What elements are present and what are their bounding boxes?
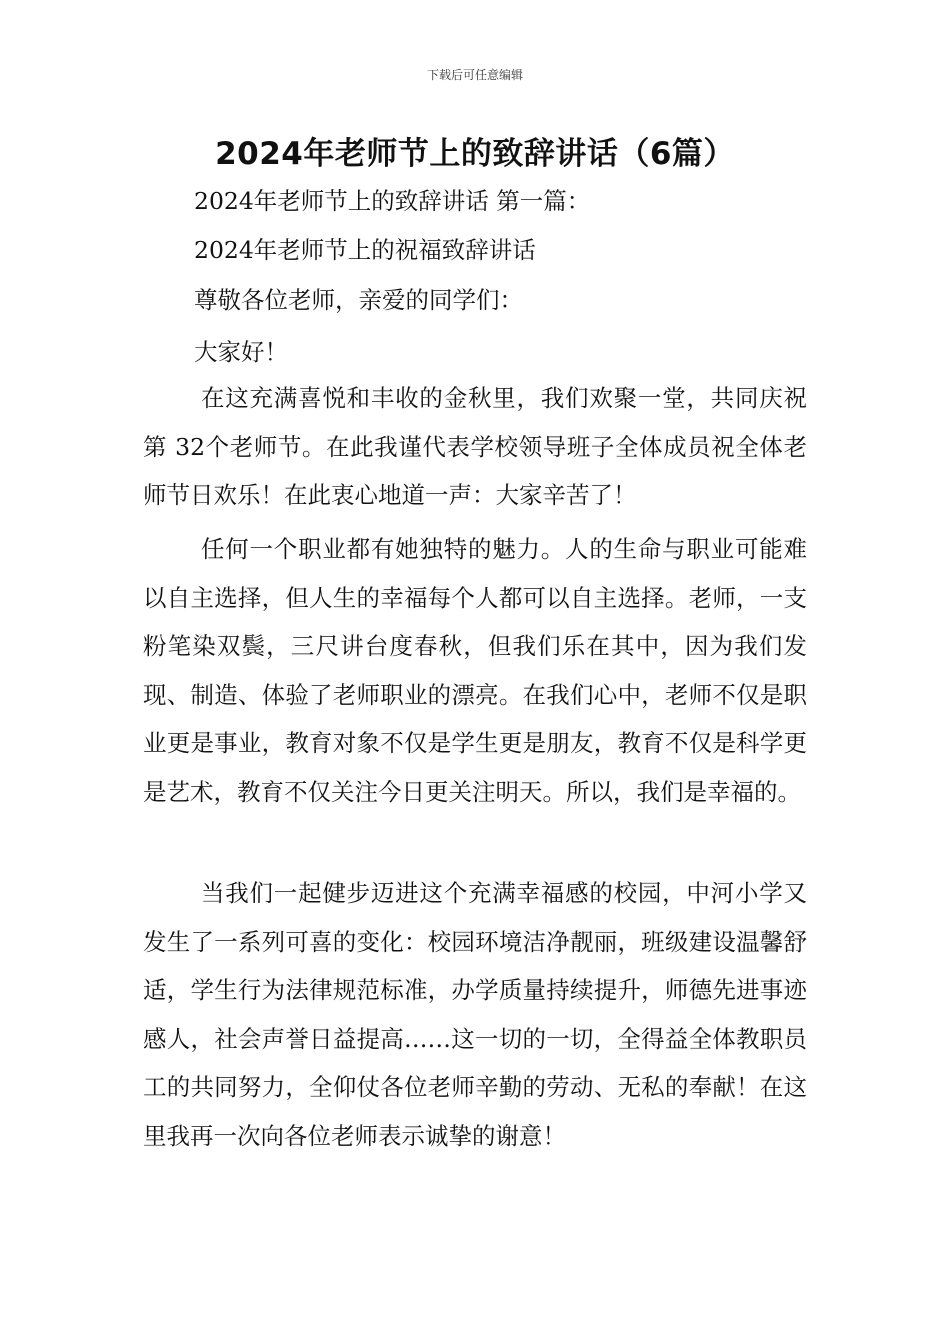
section-heading: 2024年老师节上的致辞讲话 第一篇： (194, 187, 591, 215)
paragraph-2 (143, 525, 807, 816)
header-note: 下载后可任意编辑 (426, 68, 523, 82)
paragraph-1 (143, 374, 807, 520)
paragraph-3 (143, 869, 807, 1160)
paragraph-text: 任何一个职业都有她独特的魅力。人的生命与职业可能难以自主选择，但人生的幸福每个人都可以自主选择。老师，一支粉笔染双鬓，三尺讲台度春秋，但我们乐在其中，因为我们发现、制造、体验了老师职业的漂亮。在我们心中，老师不仅是职业更是事业，教育对象不仅是学生更是朋友，教育不仅是科学更是艺术，教育不仅关注今日更关注明天。所以，我们是幸福的。 (143, 535, 807, 806)
paragraph-text: 当我们一起健步迈进这个充满幸福感的校园，中河小学又发生了一系列可喜的变化：校园环境洁净靓丽，班级建设温馨舒适，学生行为法律规范标准，办学质量持续提升，师德先进事迹感人，社会声誉日益提高……这一切的一切，全得益全体教职员工的共同努力，全仰仗各位老师辛勤的劳动、无私的奉献！在这里我再一次向各位老师表示诚挚的谢意！ (143, 879, 807, 1150)
speech-title: 2024年老师节上的祝福致辞讲话 (194, 236, 536, 264)
salutation: 尊敬各位老师，亲爱的同学们： (194, 286, 523, 314)
document-title: 2024年老师节上的致辞讲话（6篇） (215, 136, 735, 172)
paragraph-text: 在这充满喜悦和丰收的金秋里，我们欢聚一堂，共同庆祝第 32个老师节。在此我谨代表学校领导班子全体成员祝全体老师节日欢乐！在此衷心地道一声：大家辛苦了！ (143, 384, 807, 509)
greeting: 大家好！ (194, 338, 288, 366)
